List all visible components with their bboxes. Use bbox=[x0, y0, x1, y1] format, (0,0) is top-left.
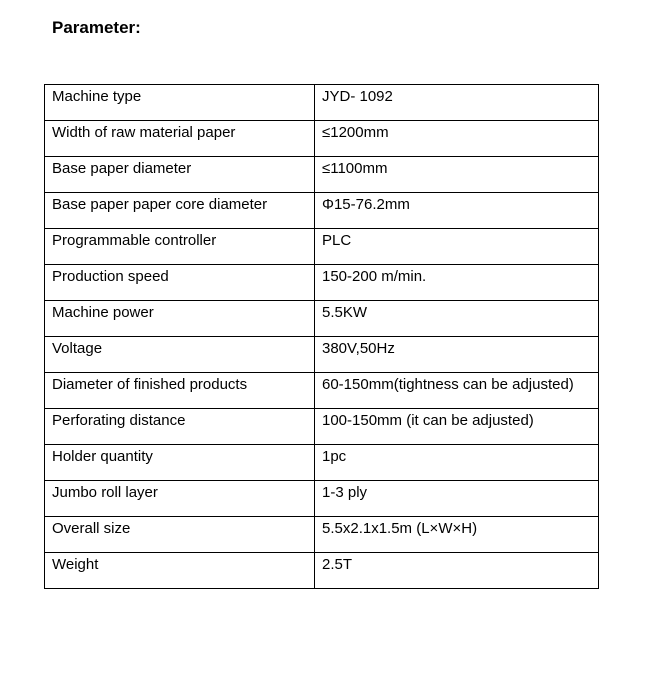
param-value: Φ15-76.2mm bbox=[315, 193, 599, 229]
param-value: 5.5x2.1x1.5m (L×W×H) bbox=[315, 517, 599, 553]
param-value: 60-150mm(tightness can be adjusted) bbox=[315, 373, 599, 409]
table-row bbox=[45, 157, 599, 193]
param-label: Jumbo roll layer bbox=[45, 481, 315, 517]
param-label: Base paper diameter bbox=[45, 157, 315, 193]
param-label: Voltage bbox=[45, 337, 315, 373]
param-label: Overall size bbox=[45, 517, 315, 553]
param-label: Perforating distance bbox=[45, 409, 315, 445]
param-label: Programmable controller bbox=[45, 229, 315, 265]
param-value: 380V,50Hz bbox=[315, 337, 599, 373]
param-value: 150-200 m/min. bbox=[315, 265, 599, 301]
param-value: 1-3 ply bbox=[315, 481, 599, 517]
param-value: JYD- 1092 bbox=[315, 85, 599, 121]
param-value: 1pc bbox=[315, 445, 599, 481]
table-row bbox=[45, 337, 599, 373]
page-heading: Parameter: bbox=[52, 18, 141, 37]
table-row bbox=[45, 265, 599, 301]
param-value: ≤1100mm bbox=[315, 157, 599, 193]
param-label: Machine type bbox=[45, 85, 315, 121]
param-value: ≤1200mm bbox=[315, 121, 599, 157]
table-row bbox=[45, 85, 599, 121]
param-label: Width of raw material paper bbox=[45, 121, 315, 157]
param-label: Diameter of finished products bbox=[45, 373, 315, 409]
param-value: 100-150mm (it can be adjusted) bbox=[315, 409, 599, 445]
param-value: 2.5T bbox=[315, 553, 599, 589]
table-row bbox=[45, 193, 599, 229]
param-value: 5.5KW bbox=[315, 301, 599, 337]
table-row bbox=[45, 373, 599, 409]
table-row bbox=[45, 445, 599, 481]
param-label: Base paper paper core diameter bbox=[45, 193, 315, 229]
table-row bbox=[45, 553, 599, 589]
param-label: Weight bbox=[45, 553, 315, 589]
table-row bbox=[45, 121, 599, 157]
param-value: PLC bbox=[315, 229, 599, 265]
param-label: Production speed bbox=[45, 265, 315, 301]
parameter-table bbox=[44, 84, 599, 589]
param-label: Machine power bbox=[45, 301, 315, 337]
table-row bbox=[45, 517, 599, 553]
table-row bbox=[45, 481, 599, 517]
param-label: Holder quantity bbox=[45, 445, 315, 481]
table-row bbox=[45, 229, 599, 265]
table-row bbox=[45, 409, 599, 445]
table-row bbox=[45, 301, 599, 337]
